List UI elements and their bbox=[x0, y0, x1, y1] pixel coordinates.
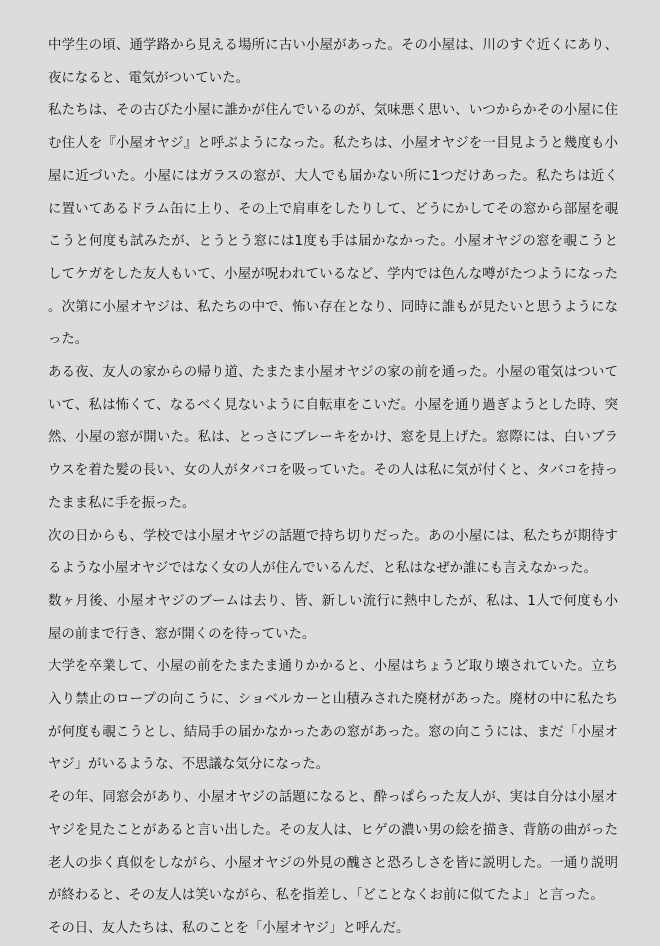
paragraph: ある夜、友人の家からの帰り道、たまたま小屋オヤジの家の前を通った。小屋の電気はついていて、私は怖くて、なるべく見ないように自転車をこいだ。小屋を通り過ぎようとした時、突然、小屋の窓が開いた。私は、とっさにブレーキをかけ、窓を見上げた。窓際には、白いブラウスを着た髪の長い、女の人がタバコを吸っていた。その人は私に気が付くと、タバコを持ったまま私に手を振った。 bbox=[48, 365, 618, 511]
paragraph: 数ヶ月後、小屋オヤジのブームは去り、皆、新しい流行に熱中したが、私は、1人で何度も小屋の前まで行き、窓が開くのを待っていた。 bbox=[48, 593, 618, 642]
paragraph: 私たちは、その古びた小屋に誰かが住んでいるのが、気味悪く思い、いつからかその小屋に住む住人を『小屋オヤジ』と呼ぶようになった。私たちは、小屋オヤジを一目見ようと幾度も小屋に近づいた。小屋にはガラスの窓が、大人でも届かない所に1つだけあった。私たちは近くに置いてあるドラム缶に上り、その上で肩車をしたりして、どうにかしてその窓から部屋を覗こうと何度も試みたが、とうとう窓には1度も手は届かなかった。小屋オヤジの窓を覗こうとしてケガをした友人もいて、小屋が呪われているなど、学内では色んな噂がたつようになった。次第に小屋オヤジは、私たちの中で、怖い存在となり、同時に誰もが見たいと思うようになった。 bbox=[48, 103, 618, 348]
paragraph: その日、友人たちは、私のことを「小屋オヤジ」と呼んだ。 bbox=[48, 920, 410, 936]
paragraph: その年、同窓会があり、小屋オヤジの話題になると、酔っぱらった友人が、実は自分は小屋オヤジを見たことがあると言い出した。その友人は、ヒゲの濃い男の絵を描き、背筋の曲がった老人の歩く真似をしながら、小屋オヤジの外見の醜さと恐ろしさを皆に説明した。一通り説明が終わると、その友人は笑いながら、私を指差し、「どことなくお前に似てたよ」と言った。 bbox=[48, 790, 618, 904]
paragraph: 大学を卒業して、小屋の前をたまたま通りかかると、小屋はちょうど取り壊されていた。立ち入り禁止のロープの向こうに、ショベルカーと山積みされた廃材があった。廃材の中に私たちが何度も覗こうとし、結局手の届かなかったあの窓があった。窓の向こうには、まだ「小屋オヤジ」がいるような、不思議な気分になった。 bbox=[48, 659, 618, 773]
paragraph: 中学生の頃、通学路から見える場所に古い小屋があった。その小屋は、川のすぐ近くにあり、夜になると、電気がついていた。 bbox=[48, 38, 618, 86]
story-text bbox=[48, 30, 618, 946]
paragraph: 次の日からも、学校では小屋オヤジの話題で持ち切りだった。あの小屋には、私たちが期待するような小屋オヤジではなく女の人が住んでいるんだ、と私はなぜか誰にも言えなかった。 bbox=[48, 528, 618, 577]
